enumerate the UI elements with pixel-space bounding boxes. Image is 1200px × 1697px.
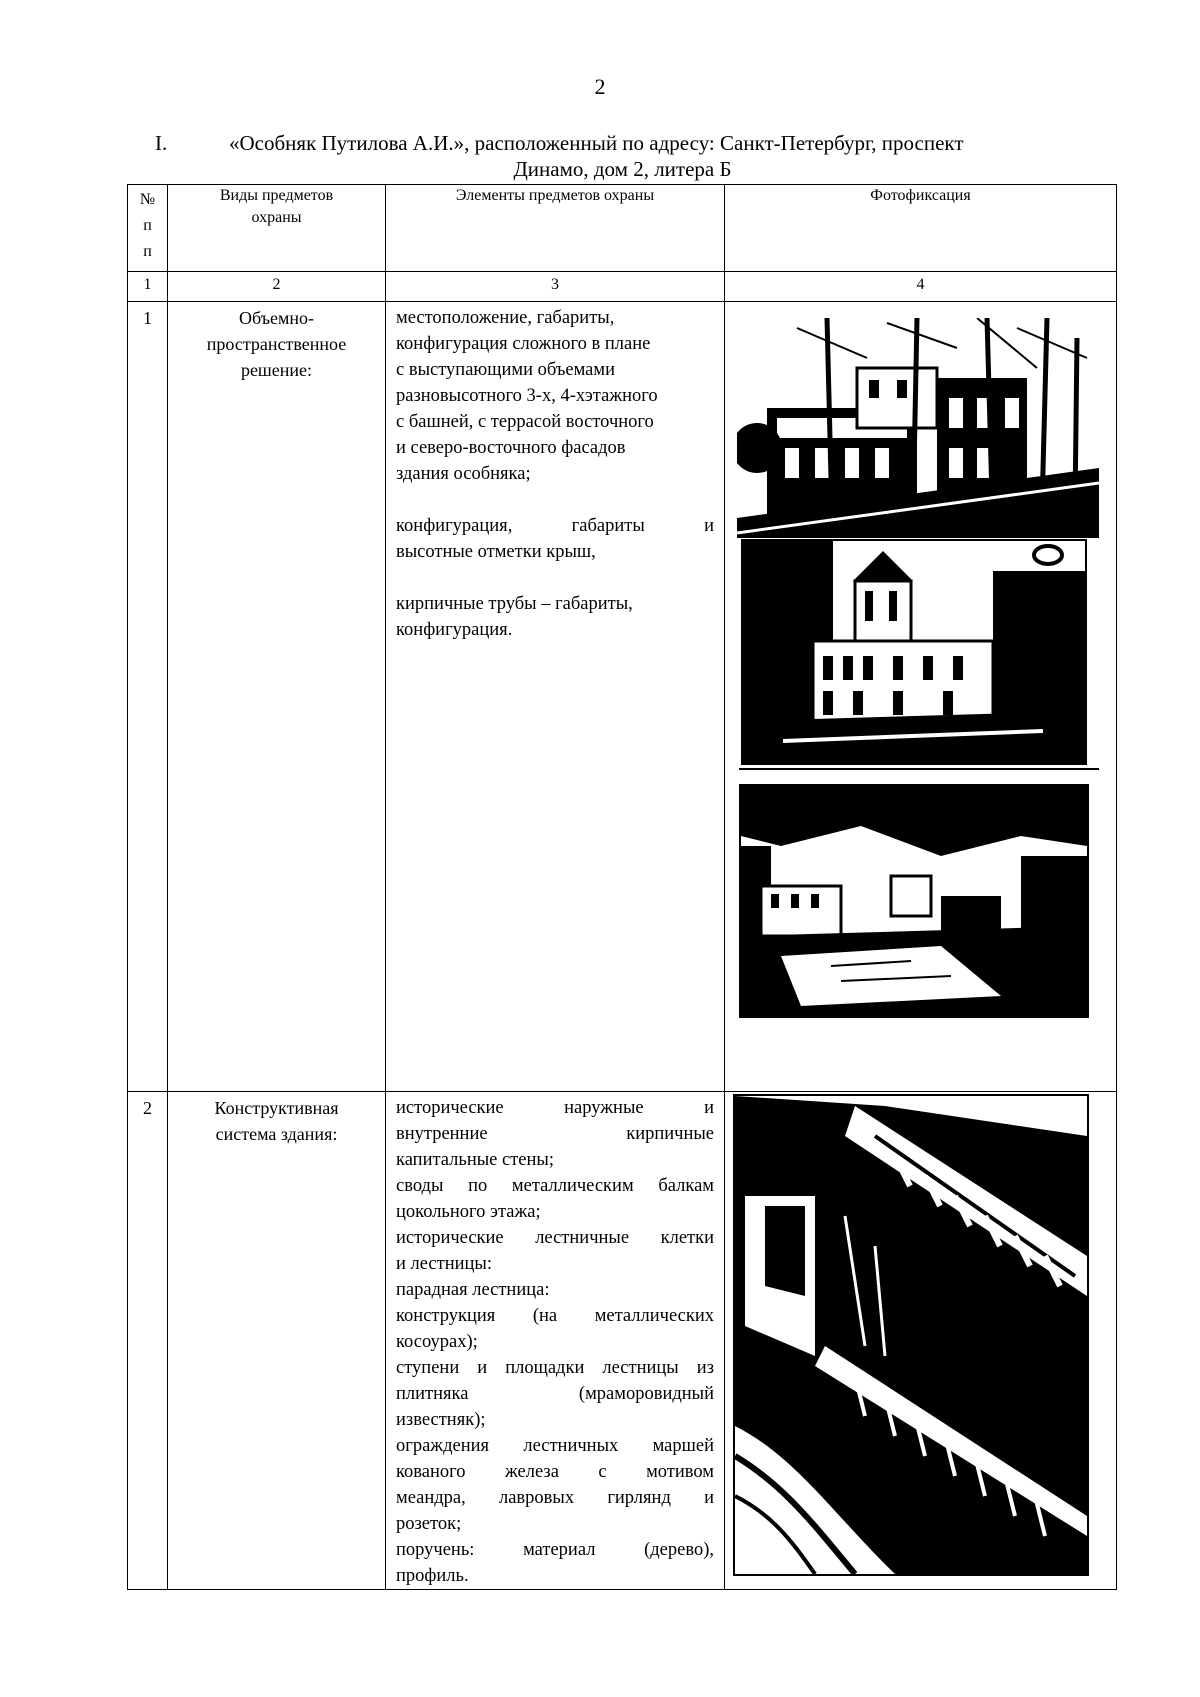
row-photos [725,1092,1117,1590]
element-line: исторические наружные и [396,1098,714,1118]
mansion-street-image [737,318,1099,538]
mansion-street-photo [737,318,1099,538]
row-kind-line: решение: [240,360,313,380]
element-line: конфигурация, габариты и [396,516,714,536]
staircase-photo [733,1094,1089,1576]
header-number-line: п [143,217,152,234]
element-line: разновысотного 3-х, 4-хэтажного [396,386,658,406]
mansion-roofs-photo [739,784,1089,1018]
element-line: с выступающими объемами [396,360,615,380]
element-line: внутренние кирпичные [396,1124,714,1144]
row-elements [386,1092,725,1590]
element-line: парадная лестница: [396,1280,550,1300]
element-line: конфигурация сложного в плане [396,334,651,354]
element-line: ступени и площадки лестницы из [396,1358,714,1378]
header-number-line: п [143,243,152,260]
element-line: поручень: материал (дерево), [396,1540,714,1560]
element-line: конфигурация. [396,620,513,640]
header-elements: Элементы предметов охраны [386,185,725,272]
staircase-image [735,1096,1087,1574]
row-kind-line: система здания: [215,1124,338,1144]
element-line: здания особняка; [396,464,531,484]
element-line: и северо-восточного фасадов [396,438,626,458]
header-kind-text: Виды предметов охраны [219,187,334,226]
column-number: 1 [128,272,168,302]
header-kind [168,185,386,272]
element-line: высотные отметки крыш, [396,542,596,562]
row-number: 1 [128,302,168,1092]
element-line: кованого железа с мотивом [396,1462,714,1482]
element-line: капитальные стены; [396,1150,554,1170]
row-kind-line: пространственное [206,334,347,354]
element-line: исторические лестничные клетки [396,1228,714,1248]
mansion-tower-image [743,541,1085,763]
element-line: кирпичные трубы – габариты, [396,594,633,614]
element-line: местоположение, габариты, [396,308,615,328]
row-kind [168,1092,386,1590]
element-line: и лестницы: [396,1254,492,1274]
table-row [128,1092,1117,1590]
table-header-row [128,185,1117,272]
column-number-row [128,272,1117,302]
element-gap [396,565,714,591]
header-photo: Фотофиксация [725,185,1117,272]
column-number: 3 [386,272,725,302]
element-line: плитняка (мраморовидный [396,1384,714,1404]
column-number: 2 [168,272,386,302]
heading-line-1: «Особняк Путилова А.И.», расположенный по адресу: Санкт-Петербург, проспект [229,131,964,155]
row-kind-line: Объемно- [238,308,315,328]
element-line: с башней, с террасой восточного [396,412,654,432]
table-row [128,302,1117,1092]
page-number: 2 [594,74,606,99]
element-line: своды по металлическим балкам [396,1176,714,1196]
row-elements [386,302,725,1092]
header-number [128,185,168,272]
heading-line-2: Динамо, дом 2, литера Б [513,157,732,181]
row-kind-line: Конструктивная [214,1098,339,1118]
element-gap [396,487,714,513]
photo-divider [739,768,1099,770]
row-photos [725,302,1117,1092]
element-line: известняк); [396,1410,486,1430]
mansion-tower-photo [741,539,1087,765]
mansion-roofs-image [741,786,1087,1016]
element-line: розеток; [396,1514,462,1534]
element-line: конструкция (на металлических [396,1306,714,1326]
heading-roman-numeral: I. [155,131,168,155]
row-number: 2 [128,1092,168,1590]
row-kind [168,302,386,1092]
element-line: ограждения лестничных маршей [396,1436,714,1456]
header-number-line: № [139,191,156,208]
element-line: профиль. [396,1566,469,1586]
element-line: косоурах); [396,1332,478,1352]
protection-subjects-table [127,184,1117,1590]
element-line: меандра, лавровых гирлянд и [396,1488,714,1508]
column-number: 4 [725,272,1117,302]
element-line: цокольного этажа; [396,1202,541,1222]
